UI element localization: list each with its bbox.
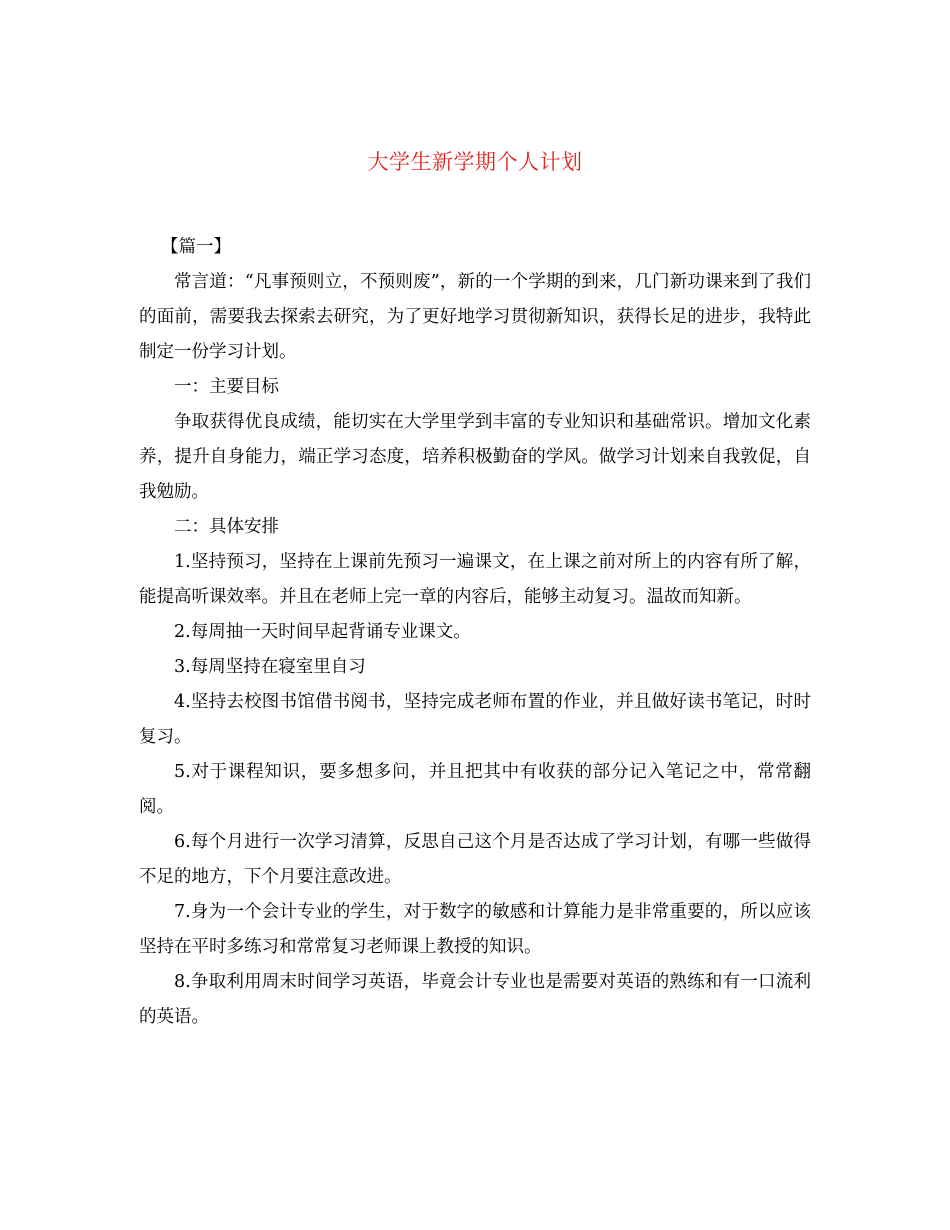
list-item: 8.争取利用周末时间学习英语，毕竟会计专业也是需要对英语的熟练和有一口流利的英语。: [139, 972, 811, 1027]
list-item: 1.坚持预习，坚持在上课前先预习一遍课文，在上课之前对所上的内容有所了解，能提高听课效率。并且在老师上完一章的内容后，能够主动复习。温故而知新。: [139, 552, 811, 607]
list-item: 6.每个月进行一次学习清算，反思自己这个月是否达成了学习计划，有哪一些做得不足的地方，下个月要注意改进。: [139, 832, 811, 887]
list-item: 5.对于课程知识，要多想多问，并且把其中有收获的部分记入笔记之中，常常翻阅。: [139, 762, 811, 817]
list-item: 4.坚持去校图书馆借书阅书，坚持完成老师布置的作业，并且做好读书笔记，时时复习。: [139, 692, 811, 747]
section-label: 【篇一】: [161, 237, 231, 257]
goals-paragraph: 争取获得优良成绩，能切实在大学里学到丰富的专业知识和基础常识。增加文化素养，提升自身能力，端正学习态度，培养积极勤奋的学风。做学习计划来自我敦促，自我勉励。: [139, 412, 811, 502]
list-item: 7.身为一个会计专业的学生，对于数字的敏感和计算能力是非常重要的，所以应该坚持在平时多练习和常常复习老师课上教授的知识。: [139, 902, 811, 957]
list-item: 3.每周坚持在寝室里自习: [174, 657, 366, 677]
section-heading-goals: 一：主要目标: [174, 377, 279, 397]
list-item: 2.每周抽一天时间早起背诵专业课文。: [174, 622, 471, 642]
section-heading-arrangements: 二：具体安排: [174, 517, 279, 537]
document-title: 大学生新学期个人计划: [367, 150, 583, 174]
intro-paragraph: 常言道：“凡事预则立，不预则废”，新的一个学期的到来，几门新功课来到了我们的面前，需要我去探索去研究，为了更好地学习贯彻新知识，获得长足的进步，我特此制定一份学习计划。: [139, 272, 811, 362]
document-body: [139, 230, 811, 1035]
